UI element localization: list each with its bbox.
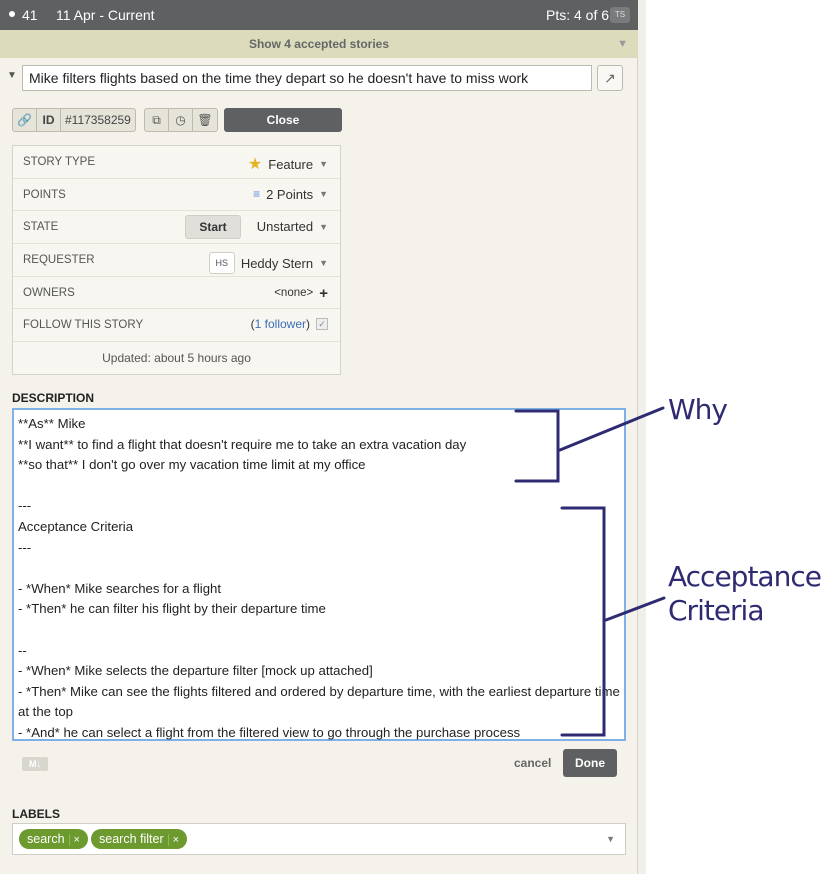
label-tag-text: search <box>27 832 65 846</box>
story-title-input[interactable] <box>22 65 592 91</box>
description-line: --- <box>18 498 32 514</box>
bullet-icon <box>9 11 15 17</box>
story-type-row[interactable] <box>13 146 340 179</box>
description-line: Acceptance Criteria <box>18 518 134 534</box>
why-annotation: Why <box>668 393 728 426</box>
state-select[interactable] <box>257 219 328 234</box>
story-id-value[interactable]: #117358259 <box>65 113 131 127</box>
story-tools <box>144 108 218 132</box>
description-line: - *When* Mike selects the departure filter [mock up attached] <box>18 663 373 679</box>
description-line <box>18 558 620 579</box>
id-label[interactable]: ID <box>37 109 61 131</box>
show-accepted-stories-button[interactable] <box>0 30 638 58</box>
description-line: --- <box>18 539 32 555</box>
chevron-down-icon: ▼ <box>319 159 328 169</box>
label-tag-text: search filter <box>99 832 164 846</box>
requester-label: REQUESTER <box>23 254 95 267</box>
description-textarea[interactable] <box>12 408 626 741</box>
story-info-table <box>12 145 341 375</box>
criteria-annotation: Criteria <box>668 594 764 627</box>
remove-label-icon[interactable]: × <box>69 834 80 846</box>
cancel-button[interactable]: cancel <box>514 756 552 770</box>
description-line <box>18 620 620 641</box>
points-value: 2 Points <box>266 186 314 202</box>
labels-input[interactable] <box>12 823 626 855</box>
avatar: HS <box>209 252 235 274</box>
description-line: -- <box>18 642 27 658</box>
follower-count-link[interactable]: 1 follower <box>254 317 306 332</box>
follow-label: FOLLOW THIS STORY <box>23 319 144 332</box>
iteration-header[interactable] <box>0 0 638 30</box>
updated-text: Updated: about 5 hours ago <box>13 342 340 374</box>
description-line: - *When* Mike searches for a flight <box>18 580 222 596</box>
expand-arrow-icon[interactable]: ↗ <box>597 65 623 91</box>
collapse-triangle-icon[interactable]: ▼ <box>7 70 17 81</box>
chevron-down-icon: ▼ <box>319 258 328 269</box>
description-line: **so that** I don't go over my vacation time limit at my office <box>18 457 366 473</box>
points-label: POINTS <box>23 188 66 201</box>
markdown-icon: M↓ <box>22 757 48 771</box>
description-line: - *And* he can select a flight from the filtered view to go through the purchase process <box>18 724 521 740</box>
owners-row <box>13 277 340 310</box>
link-icon[interactable]: 🔗 <box>13 109 37 131</box>
requester-row[interactable] <box>13 244 340 277</box>
label-tag[interactable] <box>91 829 187 849</box>
follow-paren-open: ( <box>250 317 255 332</box>
description-line <box>18 476 620 497</box>
owners-label: OWNERS <box>23 286 75 299</box>
story-type-label: STORY TYPE <box>23 156 96 168</box>
description-line: **As** Mike <box>18 416 86 431</box>
chevron-down-icon: ▼ <box>617 38 628 50</box>
accepted-label: Show 4 accepted stories <box>248 37 390 51</box>
start-button[interactable]: Start <box>185 215 241 239</box>
story-id-group <box>12 108 136 132</box>
requester-value: Heddy Stern <box>240 255 314 271</box>
remove-label-icon[interactable]: × <box>168 834 179 846</box>
add-owner-icon[interactable]: + <box>319 284 328 302</box>
iteration-date: 11 Apr - Current <box>56 7 155 23</box>
trash-icon[interactable]: 🗑 <box>197 113 213 127</box>
done-button[interactable]: Done <box>563 749 617 777</box>
history-clock-icon[interactable]: ◷ <box>169 109 193 131</box>
scrollbar[interactable] <box>638 0 646 874</box>
description-line: - *Then* he can filter his flight by their departure time <box>18 601 326 617</box>
description-line: - *Then* Mike can see the flights filtered and ordered by departure time, with the earliest departure time at the top <box>18 683 620 720</box>
follow-row <box>13 309 340 342</box>
follow-checkbox[interactable]: ✓ <box>316 318 328 330</box>
chevron-down-icon[interactable]: ▼ <box>606 834 615 844</box>
chevron-down-icon: ▼ <box>319 189 328 200</box>
acceptance-annotation: Acceptance <box>668 560 821 593</box>
chevron-down-icon: ▼ <box>319 221 328 232</box>
state-label: STATE <box>23 221 59 234</box>
story-type-value: Feature <box>268 156 314 172</box>
iteration-number: 41 <box>22 7 38 23</box>
label-tag[interactable] <box>19 829 88 849</box>
clone-icon[interactable]: ⧉ <box>145 109 169 131</box>
close-button[interactable]: Close <box>224 108 342 132</box>
labels-heading: LABELS <box>12 807 60 821</box>
description-line: **I want** to find a flight that doesn't require me to take an extra vacation day <box>18 436 467 452</box>
state-row <box>13 211 340 244</box>
owners-value: <none> <box>274 287 314 300</box>
state-value: Unstarted <box>256 219 314 235</box>
iteration-points: Pts: 4 of 6 <box>546 7 610 23</box>
star-icon: ★ <box>247 156 263 173</box>
points-row[interactable] <box>13 179 340 212</box>
ts-badge: TS <box>610 7 630 23</box>
points-icon: ≡ <box>253 187 261 202</box>
description-heading: DESCRIPTION <box>12 391 95 405</box>
follow-paren-close: ) <box>306 317 310 332</box>
